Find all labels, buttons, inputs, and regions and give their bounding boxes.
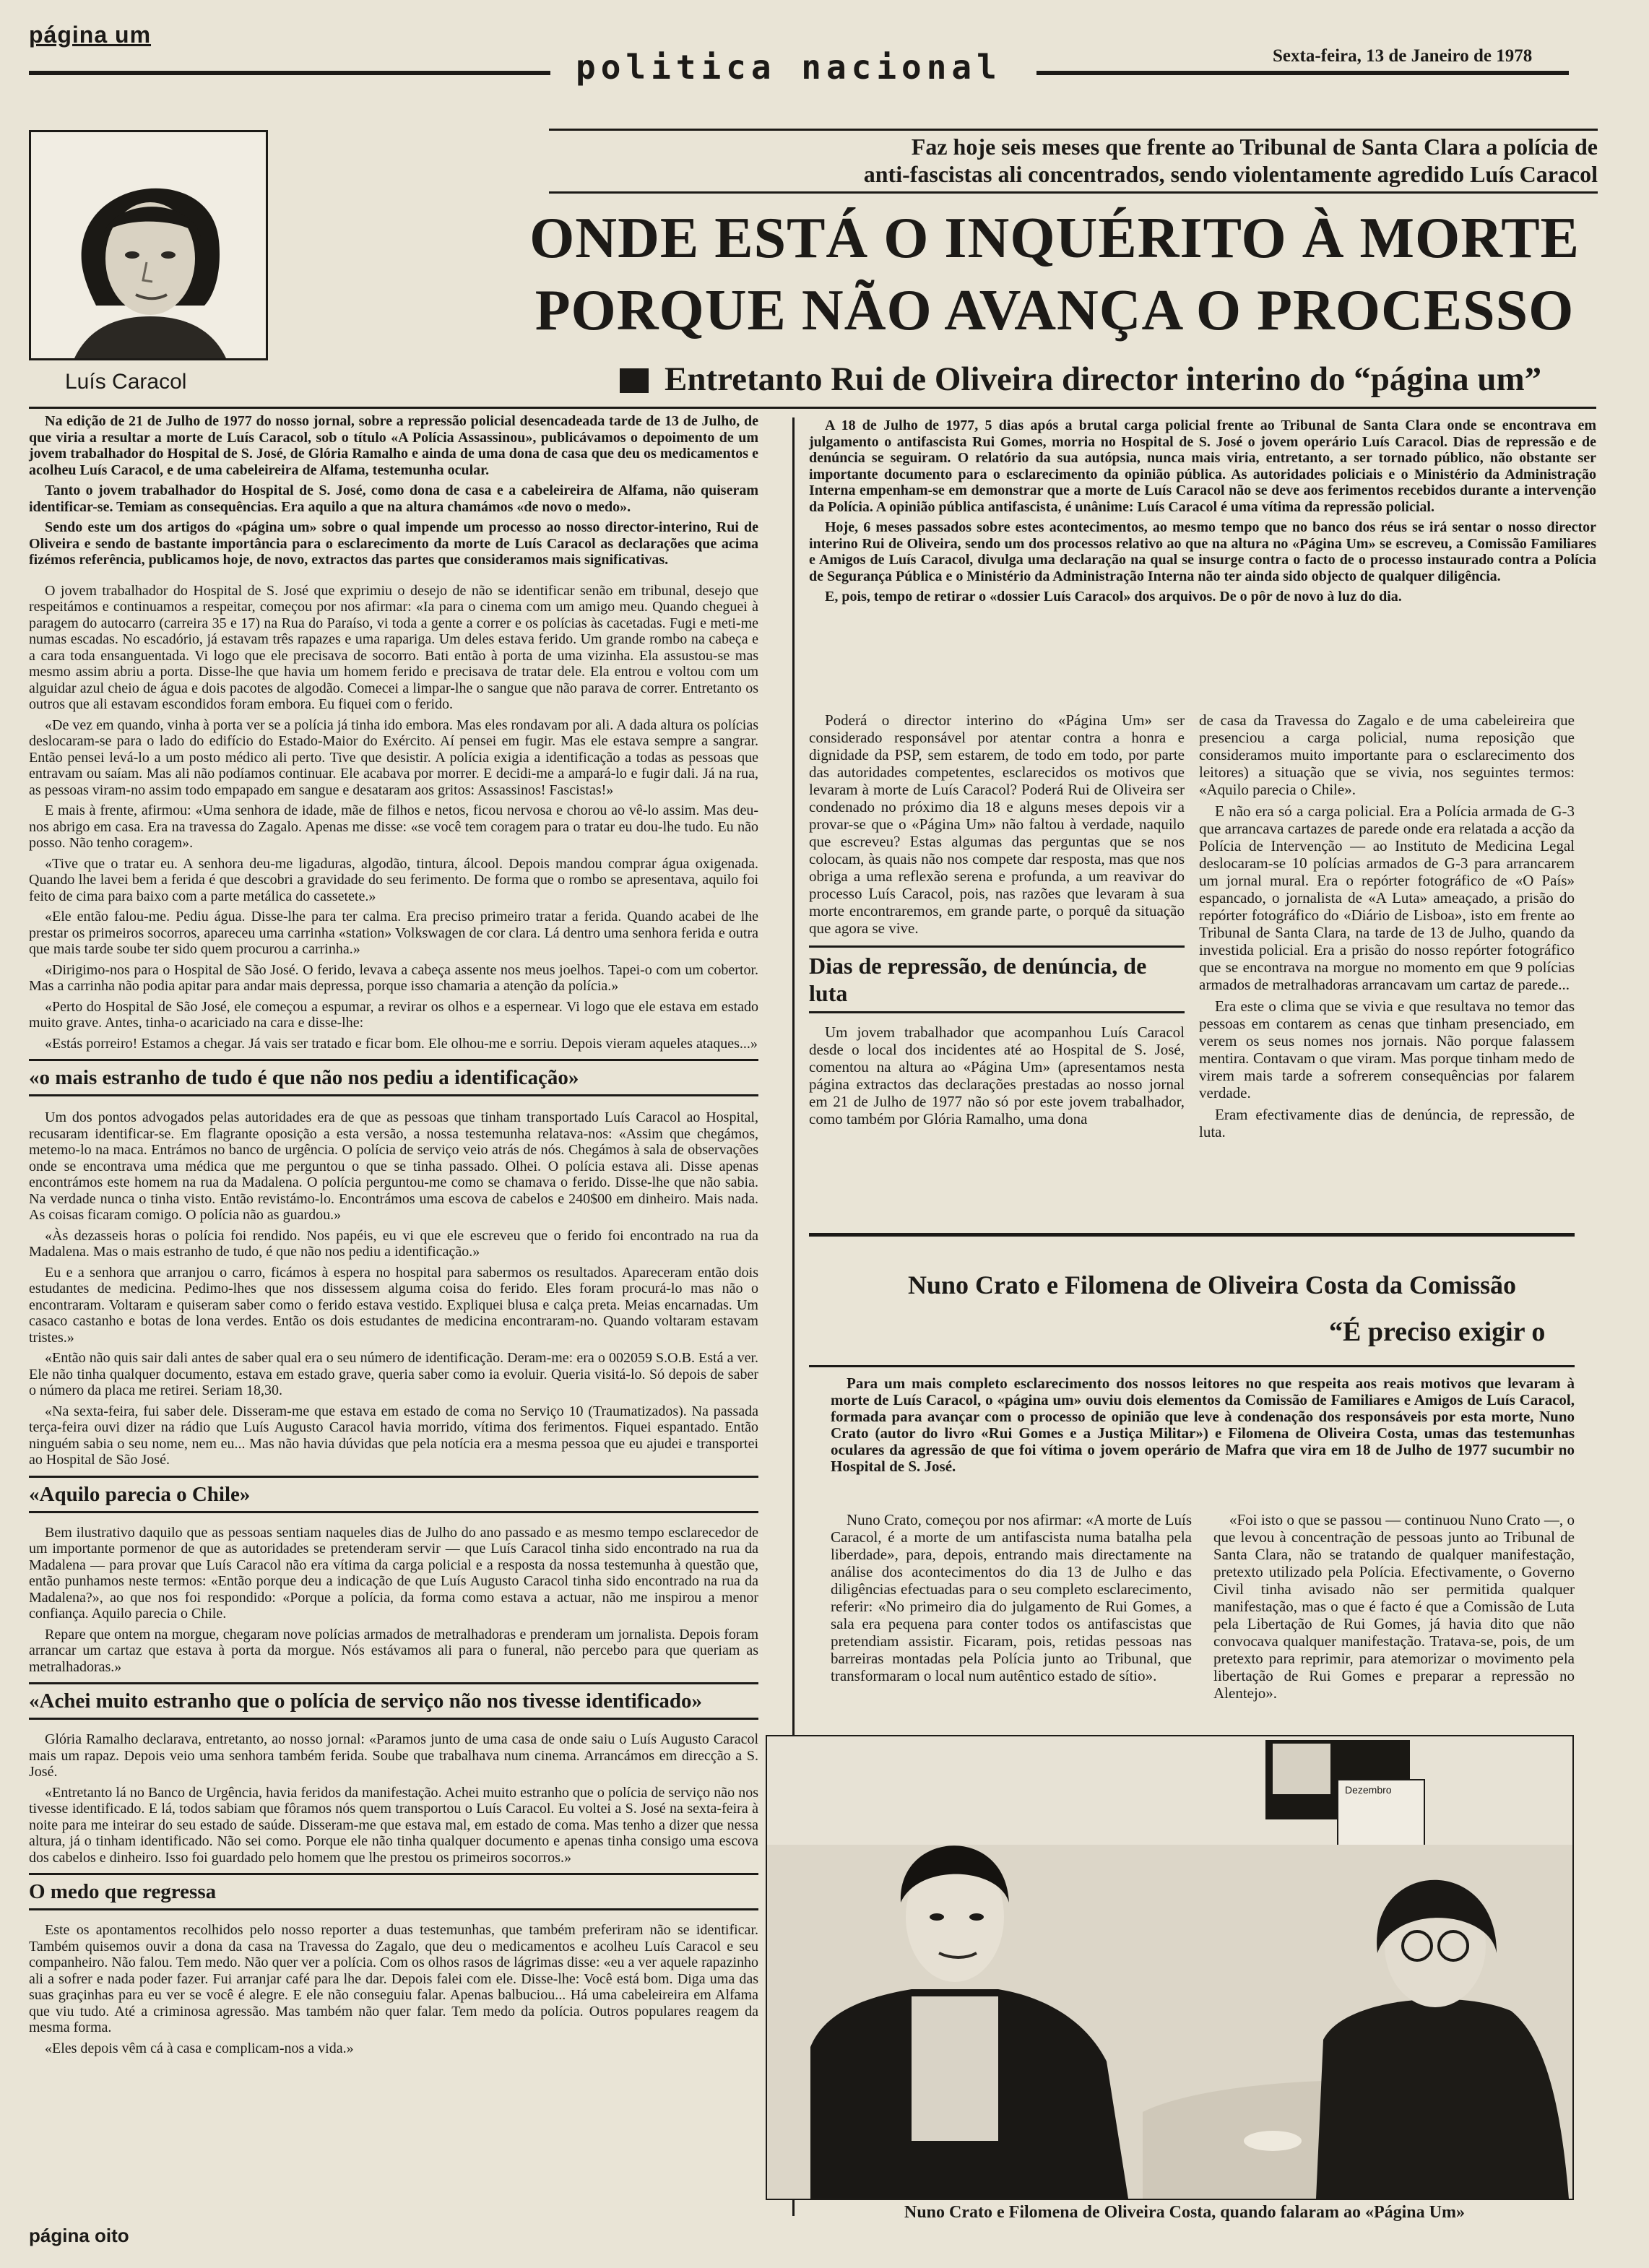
headline-rule-mid [549,191,1598,194]
body-paragraph: «Na sexta-feira, fui saber dele. Disseram-me que estava em estado de coma no Serviço 10 (Traumatizados). Na passada terça-feira ouvi dizer na rádio que Luís Augusto Caracol havia morrido, vítima dos ferimentos. Fiquei espantado. Então ninguém sabia o seu nome, nem eu... Mas não havia dúvidas que pela notícia era a mesma pessoa que eu ajudei e transportei ao Hospital de São José. [29,1403,758,1468]
body-paragraph: «Entretanto lá no Banco de Urgência, havia feridos da manifestação. Achei muito estranho que o polícia de serviço não nos tivesse identificado. E lá, todos sabiam que fôramos nós quem transportou o Luís Caracol. Eu voltei a S. José na sexta-feira à noite para me inteirar do seu estado de saúde. Disseram-me que estava mal, em estado de coma. Mas tenho a dizer que nessa altura, já o tinham identificado. Não sei como. Porque ele não tinha qualquer documento e apenas tinha consigo uma escova dos cabelos e dinheiro. Isso foi guardado pelo homem que lhe prestou os primeiros socorros.» [29,1784,758,1866]
interview-intro [831,1375,1575,1479]
main-headline-line-2: PORQUE NÃO AVANÇA O PROCESSO [534,279,1575,342]
body-paragraph: «De vez em quando, vinha à porta ver se a polícia já tinha ido embora. Mas eles rondavam por ali. A dada altura os polícias deslocaram-se para o lado do edifício do Estado-Maior do Exército. Aí pensei em fugir. Mas ele estava sempre a sangrar. Então pensei levá-lo a um posto médico ali perto. Tive que desistir. A polícia exigia a identificação a todas as pessoas que entravam ou saíam. Mas ali não podíamos continuar. Ele acabava por morrer. E decidi-me a ampará-lo e fugir dali. Já na rua, as pessoas viram-no assim todo empapado em sangue e desataram aos gritos: Assassinos! Fascistas!» [29,717,758,798]
body-paragraph: Bem ilustrativo daquilo que as pessoas sentiam naqueles dias de Julho do ano passado e as mesmo tempo esclarecedor de um importante pormenor de que as autoridades se pretenderam servir — que Luís Caracol tinha sido encontrado na rua da Madalena — para provar que Luís Caracol não era vítima da carga policial e a resposta da nossa testemunha à questão que, então punhamos neste termos: «Então porque deu a indicação de que Luís Augusto Caracol tinha sido encontrado na rua da Madalena?», ao que nos foi respondido: «Porque a polícia, da forma como estava a actuar, não me inspirou a menor confiança. Aquilo parecia o Chile. [29,1524,758,1622]
subhead-box [29,1476,758,1513]
masthead-rule-left [29,71,550,75]
intro-paragraph: Na edição de 21 de Julho de 1977 do nosso jornal, sobre a repressão policial desencadeada tarde de 13 de Julho, de que viria a resultar a morte de Luís Caracol, sob o título «A Polícia Assassinou», publicávamos o depoimento de um jovem trabalhador do Hospital de S. José, de Glória Ramalho e ainda de uma dona de casa que deu os medicamentos e acolheu Luís Caracol, e de uma cabeleireira de Alfama, testemunha ocular. [29,413,758,478]
body-paragraph: Um dos pontos advogados pelas autoridades era de que as pessoas que tinham transportado Luís Caracol ao Hospital, recusaram identificar-se. Em flagrante oposição a esta versão, a nossa testemunha relatava-nos: «Assim que chegámos, metemo-lo na maca. Entrámos no banco de urgência. O polícia de serviço veio atrás de nós. Chegámos à sala de observações onde se encontrava uma médica que me perguntou o que se tinha passado. Olhei. O polícia estava ali. Disse apenas encontrámos este homem na rua da Madalena. O polícia perguntou-me como se chamava o ferido. Disse-lhe que não sabia. Na verdade nunca o tinha visto. Então revistámo-lo. Encontrámos uma escova de cabelos e 240$00 em dinheiro. Mais nada. As coisas ficaram comigo. O polícia não as guardou.» [29,1109,758,1223]
body-paragraph: Eram efectivamente dias de denúncia, de repressão, de luta. [1199,1106,1575,1141]
subhead-box [29,1873,758,1910]
kicker-line-2: anti-fascistas ali concentrados, sendo violentamente agredido Luís Caracol [863,161,1598,187]
body-paragraph: E mais à frente, afirmou: «Uma senhora de idade, mãe de filhos e netos, ficou nervosa e chorou ao vê-lo assim. Mas deu-nos abrigo em casa. Era na travessa do Zagalo. Apenas me disse: «se você tem coragem para o tratar eu dou-lhe tudo. Eu não posso. Não tenho coragem». [29,802,758,851]
main-headline [498,202,1611,347]
body-paragraph: Eu e a senhora que arranjou o carro, ficámos à espera no hospital para sabermos os resultados. Apareceram então dois estudantes de medicina. Pedimo-lhes que nos dissessem alguma coisa do ferido. Eles foram procurá-lo mas não o encontraram. Voltaram e quiseram saber como o ferido estava vestido. Expliquei blusa e calça preta. Meias encarnadas. Um casaco castanho e botas de lona verdes. Então os dois estudantes de medicina encontraram-no. Quando voltaram estavam tristes.» [29,1264,758,1346]
body-paragraph: «Perto do Hospital de São José, ele começou a espumar, a revirar os olhos e a espernear. Vi logo que ele estava em estado muito grave. Antes, tinha-o acariciado na cara e disse-lhe: [29,998,758,1031]
right-lead [809,417,1596,610]
body-paragraph: «Tive que o tratar eu. A senhora deu-me ligaduras, algodão, tintura, álcool. Depois mandou comprar água oxigenada. Quando lhe lavei bem a ferida é que descobri a gravidade do seu ferimento. De forma que o rombo se apresentava, aquilo foi feito de cima para baixo com a parte metálica do cassetete.» [29,855,758,904]
headline-rule-top [549,129,1598,131]
portrait-image [31,132,266,358]
subhead-box [29,1059,758,1096]
body-paragraph: Poderá o director interino do «Página Um» ser considerado responsável por atentar contra a honra e dignidade da PSP, sem estarem, de todo em todo, por parte das autoridades competentes, esclarecidos os motivos que levaram à morte de Luís Caracol? Poderá Rui de Oliveira ser condenado no próximo dia 18 e alguns meses depois vir a provar-se que o «Página Um» não faltou à verdade, naquilo que escreveu? Estas algumas das perguntas que se nos colocam, às quais não nos compete dar resposta, mas que nos obriga a uma reflexão serena e profunda, a um reavivar do processo Luís Caracol, pois, nas razões que levaram à sua morte encontraremos, em grande parte, o porquê da situação que agora se vive. [809,711,1185,937]
lead-paragraph: E, pois, tempo de retirar o «dossier Luís Caracol» dos arquivos. De o pôr de novo à luz do dia. [825,589,1402,605]
interview-title: Nuno Crato e Filomena de Oliveira Costa da Comissão [908,1271,1516,1299]
issue-date: Sexta-feira, 13 de Janeiro de 1978 [1273,46,1533,66]
masthead-rule-right [1036,71,1569,75]
subhead-chile: «Aquilo parecia o Chile» [29,1482,251,1506]
intro-block [29,413,758,568]
interview-rule-top [809,1233,1575,1237]
interview-quote: “É preciso exigir o [1329,1317,1546,1347]
page-footer: página oito [29,2225,129,2246]
body-paragraph: Repare que ontem na morgue, chegaram nove polícias armados de metralhadoras e prenderam um jornalista. Depois foram arrancar um cartaz que estava à porta da morgue. Nós estávamos ali para o funeral, não percebo para que queriam as metralhadoras.» [29,1626,758,1675]
section-title: politica nacional [576,48,1002,87]
subhead-box [29,1682,758,1720]
kicker-line-1: Faz hoje seis meses que frente ao Tribunal de Santa Clara a polícia de [911,134,1598,160]
subhead-identification: «o mais estranho de tudo é que não nos pediu a identificação» [29,1066,579,1089]
body-paragraph: O jovem trabalhador do Hospital de S. José que exprimiu o desejo de não se identificar senão em tribunal, desejo que respeitámos e continuamos a respeitar, começou por nos afirmar: «Ia para o cinema com um amigo meu. Quando cheguei à paragem do autocarro (carreira 35 e 17) na Rua do Paraíso, vi toda a gente a correr e os polícias às cacetadas. Fugi e meti-me numas escadas. No escadório, já estavam três rapazes e uma rapariga. Um deles estava ferido. Um grande rombo na cabeça e a cara toda ensanguentada. Vi logo que ele precisava de socorro. Bati então à porta de uma vizinha. Ela assustou-se mas mesmo assim abriu a porta. Disse-lhe que havia um homem ferido e precisava de tratar dele. Ela entrou e voltou com um alguidar azul cheio de água e dois pacotes de algodão. Comecei a limpar-lhe o sangue que não parava de correr. Entretanto os outros que ali estavam escondidos foram embora. Eu fiquei com o ferido. [29,582,758,712]
body-paragraph: «Eles depois vêm cá à casa e complicam-nos a vida.» [45,2040,354,2056]
deck-bullet [620,368,649,393]
right-subcolumn-b [1199,711,1575,1145]
interview-photo [766,1735,1574,2200]
body-paragraph: de casa da Travessa do Zagalo e de uma cabeleireira que presenciou a carga policial, numa reposição que consideramos muito importante para o esclarecimento dos leitores) a situação que se vivia, nos seguintes termos: «Aquilo parecia o Chile». [1199,711,1575,798]
subhead-box [809,945,1185,1013]
body-paragraph: E não era só a carga policial. Era a Polícia armada de G-3 que arrancava cartazes de parede onde era relatada a acção da Polícia de Intervenção — ao Instituto de Medicina Legal deslocaram-se 10 polícias armados de G-3 para arrancarem um jornal mural. Era o repórter fotográfico de «O País» espancado, o jornalista de «A Luta» ameaçado, a prisão do repórter fotográfico do «Diário de Lisboa», isto em frente ao Tribunal de Santa Clara, na tarde de 13 de Julho, quando da investida policial. Era a prisão do nosso repórter fotográfico que se encontrava na morgue no momento em que 9 polícias armados de metralhadoras arrancavam um cartaz de parede... [1199,802,1575,993]
portrait-photo [29,130,268,360]
intro-paragraph: Sendo este um dos artigos do «página um» sobre o qual impende um processo ao nosso director-interino, Rui de Oliveira e sendo de bastante importância para o esclarecimento da morte de Luís Caracol as declarações que acima fizémos referência, publicamos hoje, de novo, extractos das partes que consideramos mais significativas. [29,519,758,568]
lead-paragraph: A 18 de Julho de 1977, 5 dias após a brutal carga policial frente ao Tribunal de Santa Clara onde se encontrava em julgamento o antifascista Rui Gomes, morria no Hospital de S. José o jovem operário Luís Caracol. Dias de repressão e de denúncia se seguiram. O relatório da sua autópsia, nunca mais viria, entretanto, a ser tornado público, não obstante ser importante documento para o esclarecimento da opinião pública. As autoridades policiais e o Ministério da Administração Interna empenham-se em demonstrar que a morte de Luís Caracol não se deve aos ferimentos recebidos durante a intervenção da Polícia. A opinião pública antifascista, é unânime: Luís Caracol é uma vítima da repressão policial. [809,417,1596,515]
body-paragraph: «Estás porreiro! Estamos a chegar. Já vais ser tratado e ficar bom. Ele olhou-me e sorriu. Depois vieram aqueles ataques...» [45,1035,758,1052]
intro-paragraph: Tanto o jovem trabalhador do Hospital de S. José, como dona de casa e a cabeleireira de Alfama, não quiseram identificar-se. Temiam as consequências. Era aquilo a que na altura chamámos «de novo o medo». [29,482,758,515]
body-paragraph: «Às dezasseis horas o polícia foi rendido. Nos papéis, eu vi que ele escreveu que o ferido foi encontrado na rua da Madalena. Mas o mais estranho de tudo, é que não nos pediu a identificação.» [29,1227,758,1260]
page-rule-top [29,407,1596,409]
subhead-strange: «Achei muito estranho que o polícia de serviço não nos tivesse identificado» [29,1689,703,1713]
main-headline-line-1: ONDE ESTÁ O INQUÉRITO À MORTE [529,207,1580,270]
right-subcolumn-a [809,711,1185,1132]
interview-photo-image [767,1736,1572,2199]
interview-col-a [831,1511,1192,1689]
body-paragraph: «Foi isto o que se passou — continuou Nuno Crato —, o que levou à concentração de pessoas junto ao Tribunal de Santa Clara, não se tratando de qualquer manifestação, pretexto utilizado pela Polícia. Efectivamente, o Governo Civil tinha avisado não ser permitida qualquer manifestação, mas o que é facto é que a Comissão de Luta pela Libertação de Rui Gomes, já havia dito que não convocava qualquer manifestação. Tratava-se, pois, de um pretexto para reprimir, para atemorizar o movimento pela libertação de Rui Gomes e preparar a repressão no Alentejo». [1213,1511,1575,1702]
deck: Entretanto Rui de Oliveira director interino do “página um” [665,360,1542,398]
body-paragraph: Um jovem trabalhador que acompanhou Luís Caracol desde o local dos incidentes até ao Hospital de S. José, comentou na altura ao «Página Um» (apresentamos nesta página extractos das declarações prestadas ao nosso jornal em 21 de Julho de 1977 não só por este jovem trabalhador, como também por Glória Ramalho, uma dona [809,1023,1185,1127]
body-paragraph: Nuno Crato, começou por nos afirmar: «A morte de Luís Caracol, é a morte de um antifascista numa batalha pela liberdade», para, depois, entrando mais directamente na análise dos acontecimentos do dia 13 de Julho e das diligências efectuadas para o seu completo esclarecimento, referir: «No primeiro dia do julgamento de Rui Gomes, a sala era pequena para conter todos os antifascistas que pretendiam assistir. Ficaram, pois, retidas pessoas nas barreiras montadas pela Polícia junto ao Tribunal, que transformaram o local num autêntico estado de sítio». [831,1511,1192,1684]
lead-paragraph: Hoje, 6 meses passados sobre estes acontecimentos, ao mesmo tempo que no banco dos réus se irá sentar o nosso director interino Rui de Oliveira, sendo um dos processos relativo ao que na altura no «Página Um» se escreveu, a Comissão Familiares e Amigos de Luís Caracol, divulga uma declaração na qual se insurge contra o facto de o processo instaurado contra a Polícia de Segurança Pública e o Ministério da Administração Interna não ter ainda sido objecto de qualquer diligência. [809,519,1596,584]
subhead-fear: O medo que regressa [29,1880,217,1903]
testimony-block [29,583,758,1052]
interview-rule-bottom [809,1365,1575,1367]
left-column [29,413,758,2061]
body-paragraph: «Ele então falou-me. Pediu água. Disse-lhe para ter calma. Era preciso primeiro tratar a ferida. Quando acabei de lhe prestar os primeiros socorros, apareceu uma carrinha «station» Volkswagen de cor clara. Lá dentro uma senhora ferida e outra que mais tarde soube ter sido quem procurou a carrinha.» [29,909,758,957]
body-paragraph: Glória Ramalho declarava, entretanto, ao nosso jornal: «Paramos junto de uma casa de onde saiu o Luís Augusto Caracol mais um rapaz. Depois veio uma senhora também ferida. Soube que trabalhava num cinema. Arrancámos em direcção a S. José. [29,1731,758,1780]
subhead-days: Dias de repressão, de denúncia, de luta [809,953,1147,1006]
body-paragraph: Era este o clima que se vivia e que resultava no temor das pessoas em contarem as cenas que tinham presenciado, em verem os seus nomes nos jornais. Não porque falassem mentira. Contavam o que viram. Mas porque tinham medo de virem mais tarde a sofrerem consequências por falarem verdade. [1199,997,1575,1101]
photo-caption: Nuno Crato e Filomena de Oliveira Costa, quando falaram ao «Página Um» [904,2203,1465,2222]
portrait-caption: Luís Caracol [65,370,187,394]
body-paragraph: Este os apontamentos recolhidos pelo nosso reporter a duas testemunhas, que também preferiram não se identificar. Também quisemos ouvir a dona da casa na Travessa do Zagalo, que deu o medicamentos e acolheu Luís Caracol e seu companheiro. Não falou. Tem medo. Não quer ver a polícia. Com os olhos rasos de lágrimas disse: «eu a ver aquele rapazinho ali a sofrer e nada poder fazer. Fui arranjar café para lhe dar. Depois falei com ele. Disse-lhe: Você está bom. Diga uma das suas graçinhas para eu ver se você é alegre. E ele não conseguiu falar. Apenas balbuciou... Há uma cabeleireira em Alfama que viu tudo. Até a criminosa agressão. Mas também não quer falar. Tem medo da polícia. Outros populares reagem da mesma forma. [29,1922,758,2035]
body-paragraph: «Então não quis sair dali antes de saber qual era o seu número de identificação. Deram-me: era o 002059 S.O.B. Está a ver. Ele não tinha qualquer documento, estava em estado grave, queria saber como ia evoluir. Queria visitá-lo. Só depois de saber o número da placa me retirei. Seriam 18,30. [29,1350,758,1398]
interview-intro-paragraph: Para um mais completo esclarecimento dos nossos leitores no que respeita aos reais motivos que levaram à morte de Luís Caracol, o «página um» ouviu dois elementos da Comissão de Familiares e Amigos de Luís Caracol, formada para avançar com o processo de opinião que leve à condenação dos responsáveis por esta morte, Nuno Crato (autor do livro «Rui Gomes e a Justiça Militar») e Filomena de Oliveira Costa, umas das testemunhas oculares da agressão de que foi vítima o jovem operário de Mafra que vira em 18 de Julho de 1977 sucumbir no Hospital de S. José. [831,1375,1575,1475]
calendar-label: Dezembro [1345,1784,1392,1796]
kicker [672,133,1598,188]
interview-col-b [1213,1511,1575,1706]
masthead-logo: página um [29,22,152,48]
body-paragraph: «Dirigimo-nos para o Hospital de São José. O ferido, levava a cabeça assente nos meus joelhos. Tapei-o com um cobertor. Mas a carrinha não podia apitar para andar mais depressa, porque isso chamaria a atenção da polícia.» [29,961,758,994]
